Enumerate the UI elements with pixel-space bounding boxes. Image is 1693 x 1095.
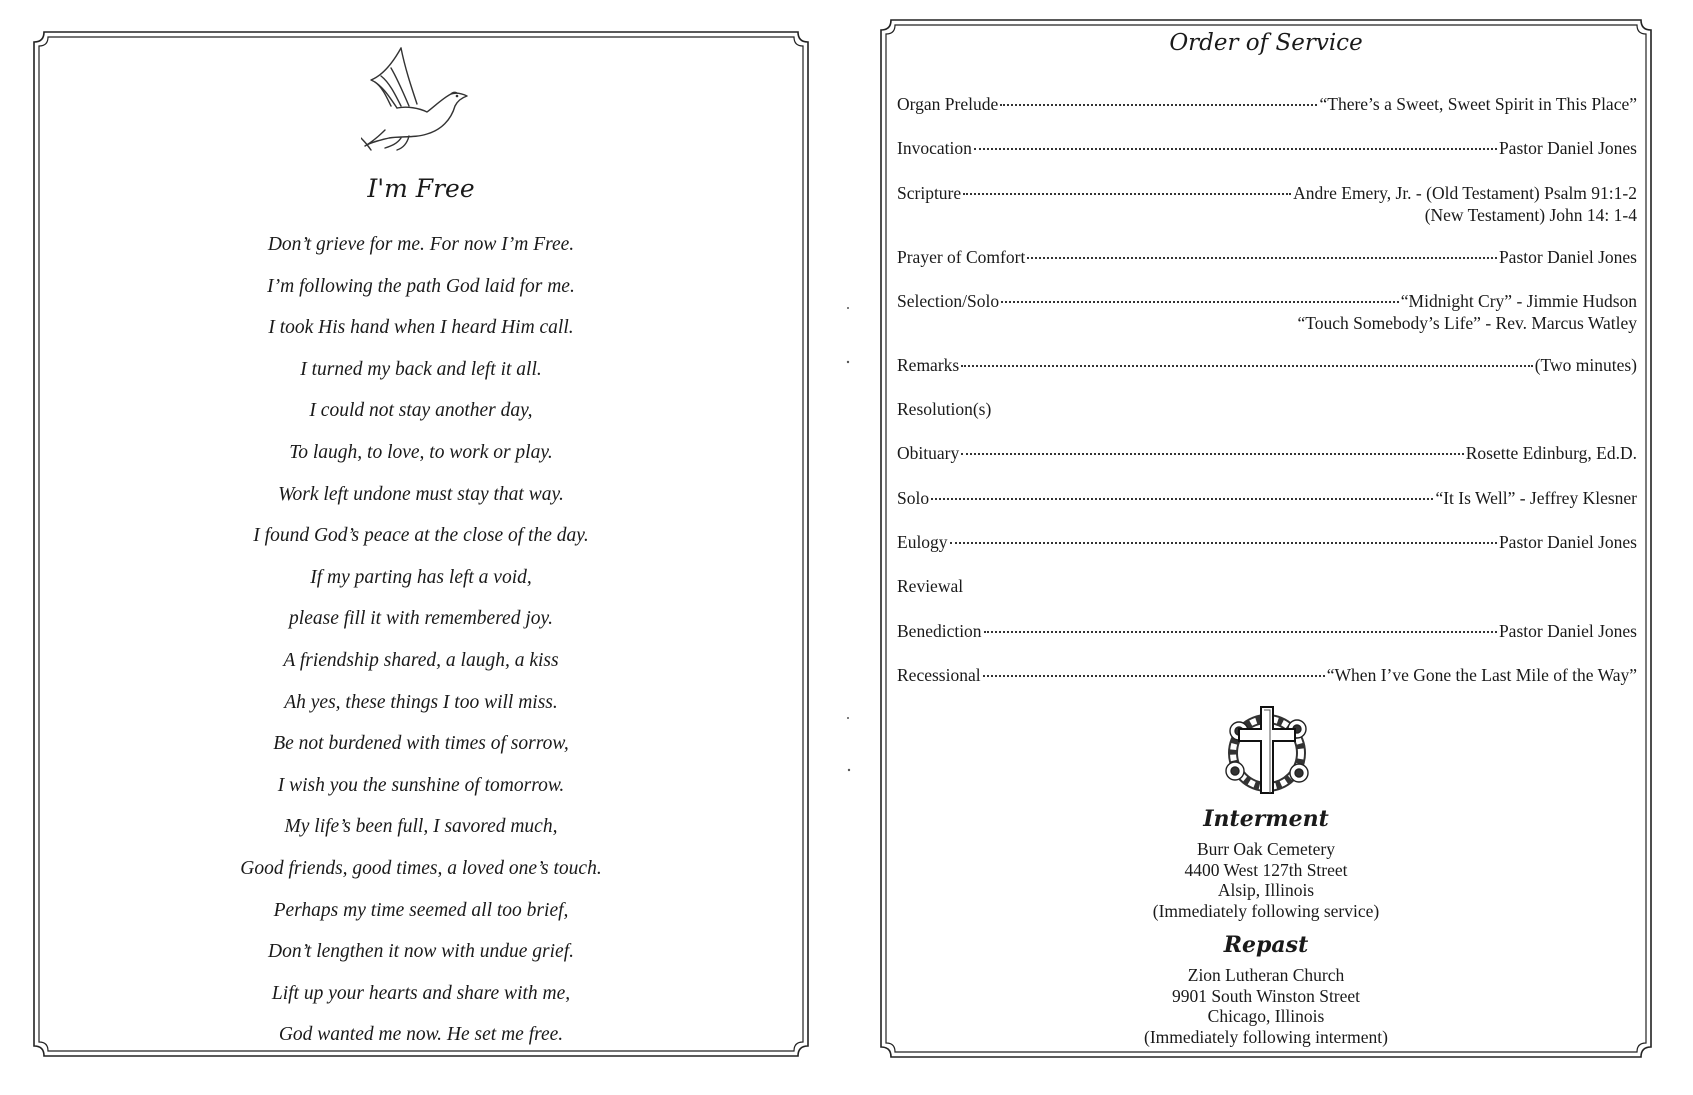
leader-dots [950,542,1497,544]
order-of-service-title: Order of Service [1169,30,1363,56]
order-of-service-panel [877,16,1655,1061]
service-item [877,558,1655,602]
service-item [877,165,1655,229]
poem-panel [30,28,812,1060]
repast-title: Repast [1223,932,1309,958]
service-item-label: Remarks [897,354,960,375]
service-item-value: Rosette Edinburg, Ed.D. [1465,443,1637,464]
poem-line: A friendship shared, a laugh, a kiss [283,649,559,671]
poem-line: Good friends, good times, a loved one’s touch. [240,857,602,879]
leader-dots [961,453,1464,455]
service-item-label: Reviewal [897,576,964,597]
service-item [877,647,1655,691]
interment-line: (Immediately following service) [1152,900,1380,921]
service-item [877,425,1655,469]
leader-dots [963,193,1291,195]
leader-dots [984,631,1497,633]
interment-details [877,839,1655,921]
service-item-label: Selection/Solo [897,290,1000,311]
leader-dots [1027,257,1497,259]
service-program [877,76,1655,691]
service-item-value: “There’s a Sweet, Sweet Spirit in This Place” [1319,94,1637,114]
service-item-label: Benediction [897,620,982,641]
service-item-value: “It Is Well” - Jeffrey Klesner [1435,487,1637,508]
leader-dots [983,675,1325,677]
service-item-label: Prayer of Comfort [897,246,1026,267]
repast-line: (Immediately following interment) [1144,1026,1388,1047]
interment-line: 4400 West 127th Street [1184,859,1348,880]
service-item-value-secondary: “Touch Somebody’s Life” - Rev. Marcus Watley [1297,312,1637,333]
poem-line: I took His hand when I heard Him call. [268,317,574,339]
service-item [877,603,1655,647]
leader-dots [961,365,1532,367]
service-item-value: “Midnight Cry” - Jimmie Hudson [1400,290,1637,311]
service-item-label: Recessional [897,664,981,685]
repast-line: Zion Lutheran Church [1187,965,1345,985]
poem-line: If my parting has left a void, [310,566,532,588]
service-item-label: Resolution(s) [897,399,992,420]
service-item [877,120,1655,164]
service-item [877,381,1655,425]
service-item-value: Pastor Daniel Jones [1498,246,1637,267]
service-item-label: Scripture [897,182,962,203]
service-item [877,337,1655,381]
service-item-value: “When I’ve Gone the Last Mile of the Way” [1326,664,1637,685]
poem-line: Work left undone must stay that way. [278,483,564,505]
poem-line: I turned my back and left it all. [300,358,542,380]
poem-line: please fill it with remembered joy. [289,608,553,630]
service-item [877,229,1655,273]
scan-specks [845,300,855,800]
repast-details [877,965,1655,1047]
service-item-label: Solo [897,487,930,508]
poem-line: I’m following the path God laid for me. [267,275,575,297]
interment-line: Alsip, Illinois [1217,880,1315,900]
leader-dots [1001,301,1399,303]
poem-title: I'm Free [367,174,475,203]
service-item-value: Pastor Daniel Jones [1498,620,1637,641]
leader-dots [974,148,1497,150]
dove-icon [361,46,473,156]
poem-line: I found God’s peace at the close of the day. [253,525,589,547]
service-item-label: Invocation [897,138,972,159]
service-item [877,273,1655,337]
service-item-label: Eulogy [897,532,948,553]
service-item-value: Pastor Daniel Jones [1498,532,1637,553]
leader-dots [1000,104,1317,106]
service-item-value: (Two minutes) [1534,354,1637,375]
service-item [877,514,1655,558]
poem-line: Be not burdened with times of sorrow, [273,733,569,755]
poem-line: To laugh, to love, to work or play. [289,441,553,463]
service-item-value: Pastor Daniel Jones [1498,138,1637,159]
repast-line: Chicago, Illinois [1207,1006,1325,1026]
service-item-value-secondary: (New Testament) John 14: 1-4 [1424,204,1637,225]
poem-line: My life’s been full, I savored much, [284,816,558,838]
service-item [877,470,1655,514]
interment-line: Burr Oak Cemetery [1196,839,1335,859]
poem-line: Don’t grieve for me. For now I’m Free. [267,234,575,255]
poem-line: I wish you the sunshine of tomorrow. [277,774,565,796]
poem-line: Don’t lengthen it now with undue grief. [267,941,575,963]
poem-line: Lift up your hearts and share with me, [271,982,571,1004]
service-item-value: Andre Emery, Jr. - (Old Testament) Psalm 91:1-2 [1293,182,1637,203]
poem-line: Ah yes, these things I too will miss. [284,691,558,713]
poem-line: Perhaps my time seemed all too brief, [273,899,569,921]
repast-line: 9901 South Winston Street [1171,985,1361,1006]
service-item [877,76,1655,120]
leader-dots [931,498,1433,500]
service-item-label: Obituary [897,443,960,464]
poem-lines [30,224,812,1056]
cross-wreath-icon [1217,701,1317,799]
poem-line: God wanted me now. He set me free. [278,1024,564,1046]
service-item-label: Organ Prelude [897,94,999,114]
poem-line: I could not stay another day, [309,400,533,422]
interment-title: Interment [1203,806,1329,832]
